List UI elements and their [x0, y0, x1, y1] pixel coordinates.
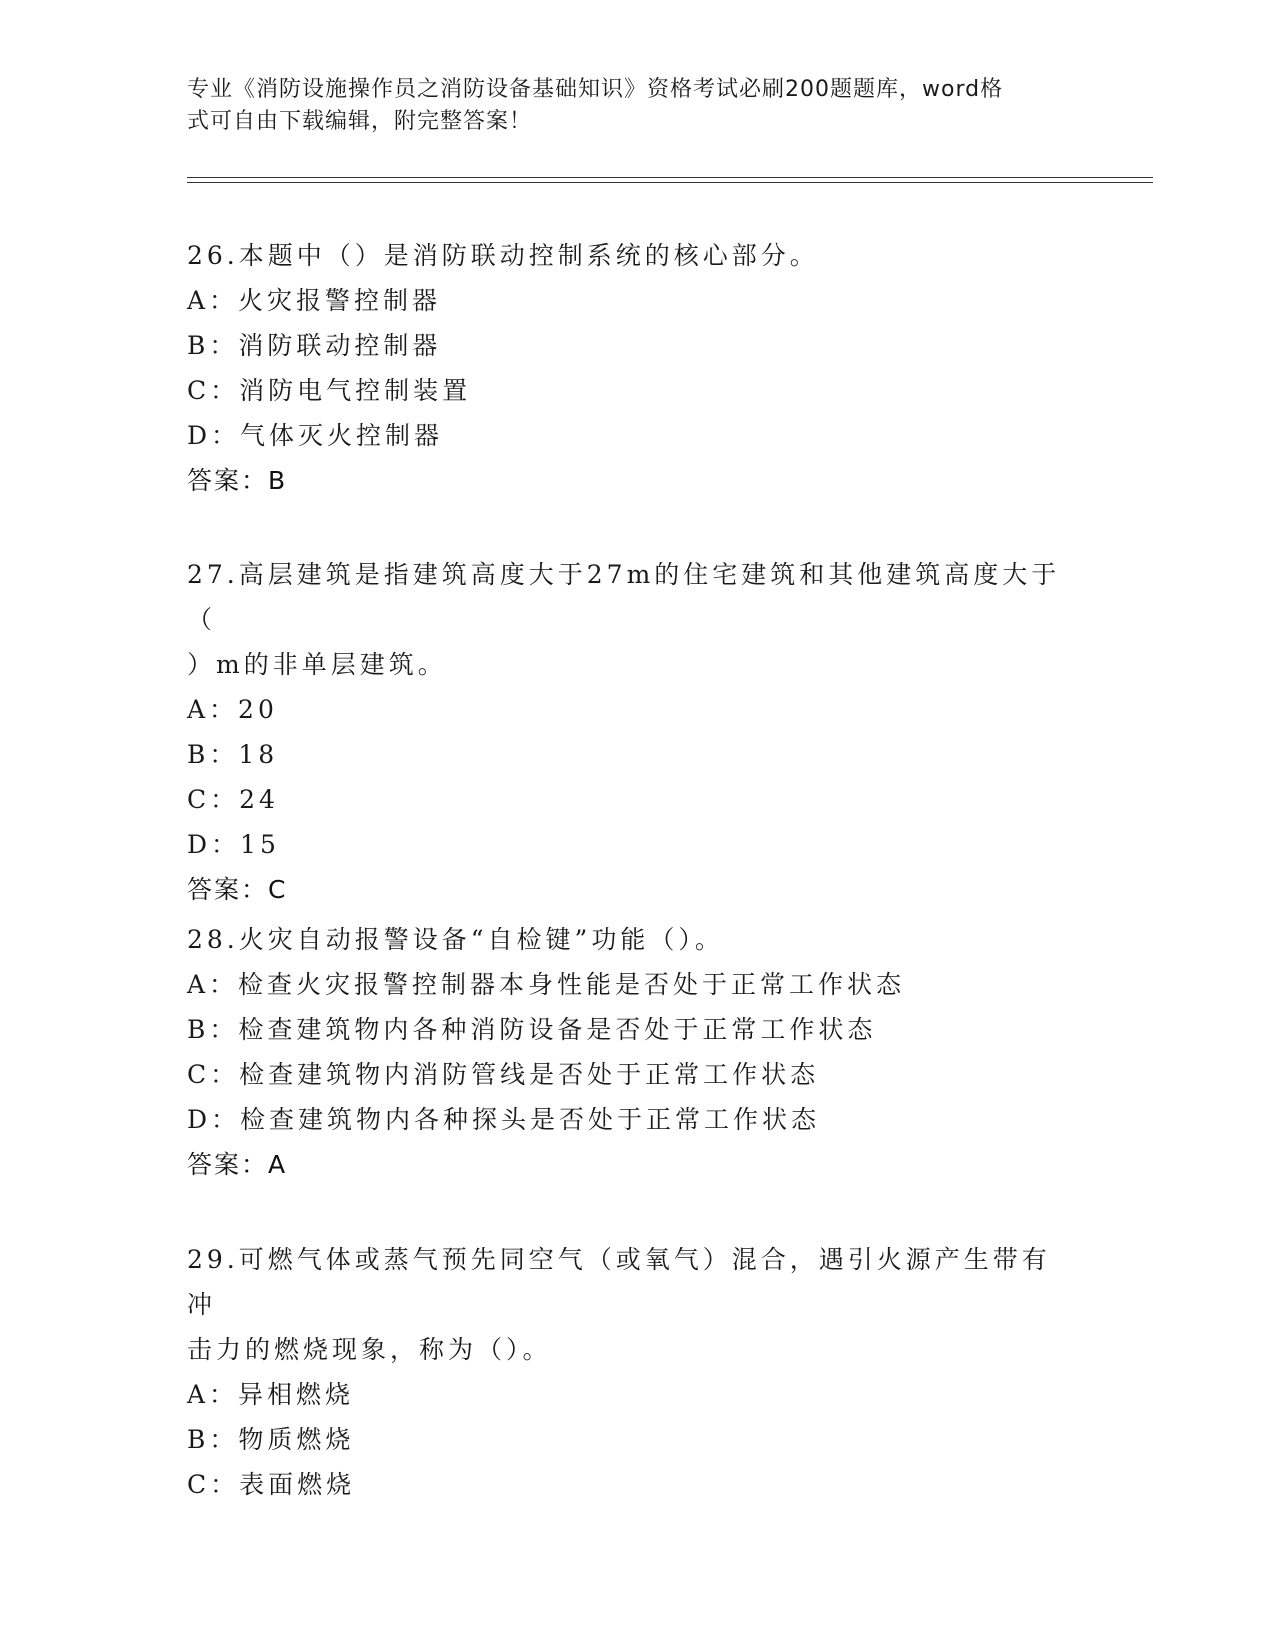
option-a: A：异相燃烧	[187, 1380, 355, 1409]
option-d: D：检查建筑物内各种探头是否处于正常工作状态	[187, 1105, 821, 1134]
question-stem-line-1: 27.高层建筑是指建筑高度大于27m的住宅建筑和其他建筑高度大于（	[187, 560, 1061, 634]
question-26	[187, 233, 1077, 503]
option-a: A：火灾报警控制器	[187, 286, 442, 315]
option-c: C：检查建筑物内消防管线是否处于正常工作状态	[187, 1060, 820, 1089]
option-d: D：气体灭火控制器	[187, 421, 444, 450]
question-27	[187, 552, 1077, 912]
header-title-line-1: 专业《消防设施操作员之消防设备基础知识》资格考试必刷200题题库，word格	[187, 77, 1004, 102]
option-d: D：15	[187, 830, 280, 859]
option-b: B：18	[187, 740, 279, 769]
question-stem-line-2: ）m的非单层建筑。	[187, 650, 447, 679]
question-stem-line-1: 29.可燃气体或蒸气预先同空气（或氧气）混合，遇引火源产生带有冲	[187, 1245, 1051, 1319]
document-header	[187, 74, 1067, 138]
question-stem-line-2: 击力的燃烧现象，称为（）。	[187, 1335, 552, 1364]
question-29	[187, 1237, 1077, 1507]
answer-line: 答案：B	[187, 466, 288, 495]
question-28	[187, 917, 1077, 1187]
question-stem: 28.火灾自动报警设备“自检键”功能（）。	[187, 925, 724, 954]
option-a: A：20	[187, 695, 278, 724]
option-c: C：24	[187, 785, 279, 814]
question-stem: 26.本题中（）是消防联动控制系统的核心部分。	[187, 241, 819, 270]
header-title-line-2: 式可自由下载编辑，附完整答案！	[187, 109, 533, 134]
option-b: B：检查建筑物内各种消防设备是否处于正常工作状态	[187, 1015, 877, 1044]
option-b: B：消防联动控制器	[187, 331, 442, 360]
option-c: C：表面燃烧	[187, 1470, 356, 1499]
option-c: C：消防电气控制装置	[187, 376, 472, 405]
answer-line: 答案：C	[187, 875, 288, 904]
option-a: A：检查火灾报警控制器本身性能是否处于正常工作状态	[187, 970, 906, 999]
header-divider-bottom	[187, 182, 1153, 183]
answer-line: 答案：A	[187, 1150, 288, 1179]
header-divider-top	[187, 177, 1153, 178]
option-b: B：物质燃烧	[187, 1425, 355, 1454]
